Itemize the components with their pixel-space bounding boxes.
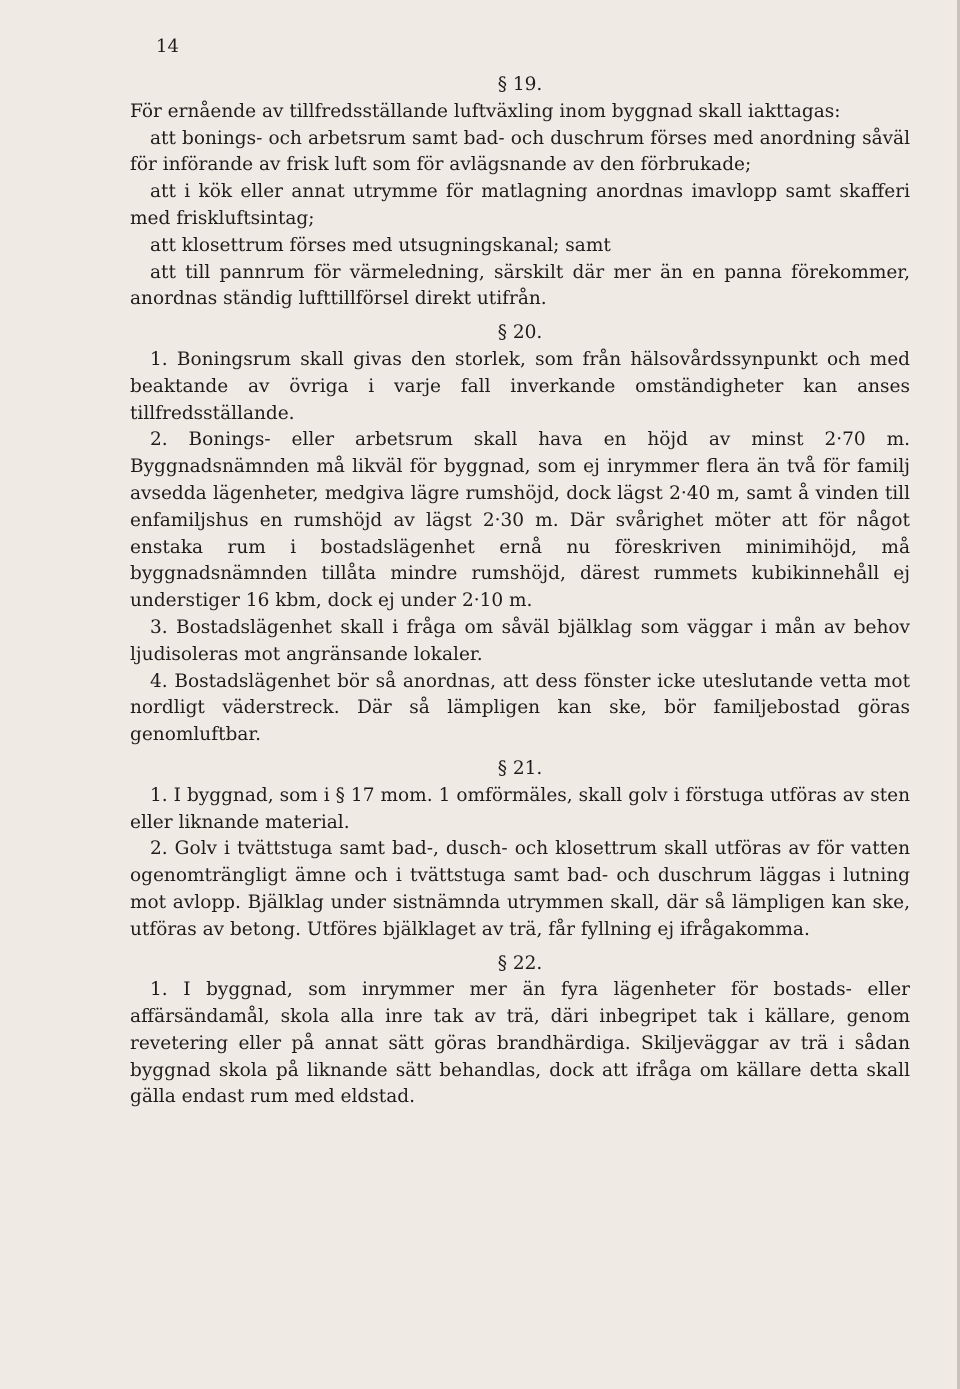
section-20-paragraph: 1. Boningsrum skall givas den storlek, som från hälsovårdssynpunkt och med beaktande av övriga i varje fall inverkande omständigheter kan anses tillfredsställande. xyxy=(130,348,910,424)
page-number: 14 xyxy=(156,36,179,57)
section-19-paragraph: att i kök eller annat utrymme för matlagning anordnas imavlopp samt skafferi med friskluftsintag; xyxy=(130,181,910,229)
section-21-paragraph: 2. Golv i tvättstuga samt bad-, dusch- och klosettrum skall utföras av för vatten ogenomträngligt ämne och i tvättstuga samt bad- och duschrum läggas i lutning mot avlopp. Bjälklag under sistnämnda utrymmen skall, där så lämpligen kan ske, utföras av betong. Utföres bjälklaget av trä, får fyllning ej ifrågakomma. xyxy=(130,838,910,940)
section-20-paragraph: 4. Bostadslägenhet bör så anordnas, att dess fönster icke uteslutande vetta mot nordligt väderstreck. Där så lämpligen kan ske, bör familjebostad göras genomluftbar. xyxy=(130,670,910,746)
section-22-heading: § 22. xyxy=(497,952,543,974)
section-19-paragraph: För ernående av tillfredsställande luftväxling inom byggnad skall iakttagas: xyxy=(130,100,841,122)
section-21-heading: § 21. xyxy=(497,757,543,779)
section-19-paragraph: att till pannrum för värmeledning, särskilt där mer än en panna förekommer, anordnas ständig lufttillförsel direkt utifrån. xyxy=(130,261,910,310)
section-21-paragraph: 1. I byggnad, som i § 17 mom. 1 omförmäles, skall golv i förstuga utföras av sten eller liknande material. xyxy=(130,784,910,833)
section-19-paragraph: att bonings- och arbetsrum samt bad- och duschrum förses med anordning såväl för införande av frisk luft som för avlägsnande av den förbrukade; xyxy=(130,127,910,176)
section-22-paragraph: 1. I byggnad, som inrymmer mer än fyra lägenheter för bostads- eller affärsändamål, skola alla inre tak av trä, däri inbegripet tak i källare, genom revetering eller på annat sätt göras brandhärdiga. Skiljeväggar av trä i sådan byggnad skola på liknande sätt behandlas, dock att ifråga om källare detta skall gälla endast rum med eldstad. xyxy=(130,979,910,1108)
section-19-paragraph: att klosettrum förses med utsugningskanal; samt xyxy=(150,234,611,256)
page-text xyxy=(130,72,910,1111)
section-20-paragraph: 2. Bonings- eller arbetsrum skall hava en höjd av minst 2·70 m. Byggnadsnämnden må likväl för byggnad, som ej inrymmer flera än två för familj avsedda lägenheter, medgiva lägre rumshöjd, dock lägst 2·40 m, samt å vinden till enfamiljshus en rumshöjd av lägst 2·30 m. Där svårighet möter att för något enstaka rum i bostadslägenhet ernå nu föreskriven minimihöjd, må byggnadsnämnden tillåta mindre rumshöjd, därest rummets kubikinnehåll ej understiger 16 kbm, dock ej under 2·10 m. xyxy=(130,429,910,612)
section-20-heading: § 20. xyxy=(497,322,543,344)
section-20-paragraph: 3. Bostadslägenhet skall i fråga om såväl bjälklag som väggar i mån av behov ljudisoleras mot angränsande lokaler. xyxy=(130,616,910,665)
section-19-heading: § 19. xyxy=(497,74,543,95)
